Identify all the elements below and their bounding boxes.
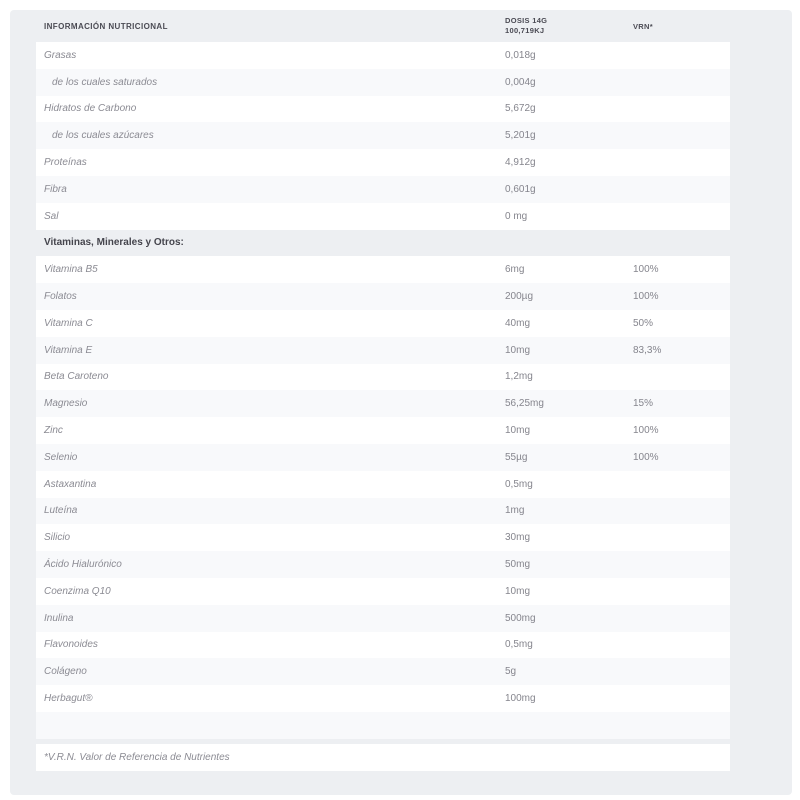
table-row: [36, 176, 730, 203]
nutrient-label: Astaxantina: [44, 478, 97, 490]
nutrient-label: Coenzima Q10: [44, 585, 111, 597]
vrn-value: 15%: [633, 398, 654, 410]
dose-value: 5g: [505, 666, 517, 678]
dose-value: 0,004g: [505, 76, 536, 88]
vrn-value: 100%: [633, 425, 659, 437]
nutrient-label: Vitamina E: [44, 344, 93, 356]
table-header: [36, 10, 730, 42]
dose-value: 0,5mg: [505, 478, 533, 490]
table-row: [36, 390, 730, 417]
dose-value: 55µg: [505, 451, 528, 463]
dose-header: [505, 16, 633, 36]
dose-value: 0 mg: [505, 210, 528, 222]
footer-row: [36, 744, 730, 771]
table-body: [10, 42, 792, 739]
dose-value: 56,25mg: [505, 398, 544, 410]
table-row: [36, 417, 730, 444]
nutrient-label: Magnesio: [44, 398, 88, 410]
table-row: [36, 122, 730, 149]
vrn-value: 50%: [633, 317, 654, 329]
dose-value: 5,201g: [505, 130, 536, 142]
vrn-header: VRN*: [633, 21, 653, 31]
dose-value: 10mg: [505, 585, 531, 597]
vrn-value: 100%: [633, 264, 659, 276]
table-row: [36, 96, 730, 123]
table-row: [36, 685, 730, 712]
dose-value: 10mg: [505, 344, 531, 356]
dose-value: 100mg: [505, 693, 536, 705]
nutrient-label: de los cuales saturados: [52, 76, 158, 88]
section-header-label: Vitaminas, Minerales y Otros:: [44, 237, 184, 249]
table-row: [36, 337, 730, 364]
nutrient-label: Hidratos de Carbono: [44, 103, 137, 115]
table-row: [36, 605, 730, 632]
table-row: [36, 256, 730, 283]
dose-header-line1: DOSIS 14G: [505, 16, 548, 25]
dose-value: 1mg: [505, 505, 525, 517]
table-row: [36, 69, 730, 96]
table-row: [36, 444, 730, 471]
dose-value: 6mg: [505, 264, 525, 276]
dose-header-line2: 100,719KJ: [505, 26, 545, 35]
table-row: [36, 364, 730, 391]
dose-value: 5,672g: [505, 103, 536, 115]
table-row: [36, 310, 730, 337]
table-row: [36, 42, 730, 69]
section-header: [36, 230, 730, 257]
nutrient-label: Silicio: [44, 532, 71, 544]
nutrient-label: Vitamina C: [44, 317, 93, 329]
nutrient-label: Grasas: [44, 49, 77, 61]
table-title: INFORMACIÓN NUTRICIONAL: [44, 21, 168, 31]
dose-value: 1,2mg: [505, 371, 533, 383]
vrn-value: 83,3%: [633, 344, 662, 356]
table-row: [36, 283, 730, 310]
nutrient-label: Vitamina B5: [44, 264, 98, 276]
nutrient-label: Beta Caroteno: [44, 371, 109, 383]
nutrient-label: Herbagut®: [44, 693, 93, 705]
nutrient-label: Luteína: [44, 505, 78, 517]
nutrient-label: Inulina: [44, 612, 74, 624]
nutrient-label: Zinc: [44, 425, 63, 437]
dose-value: 0,018g: [505, 49, 536, 61]
nutrient-label: Fibra: [44, 183, 67, 195]
nutrient-label: Sal: [44, 210, 59, 222]
table-row: [36, 524, 730, 551]
dose-value: 40mg: [505, 317, 531, 329]
table-row: [36, 471, 730, 498]
table-row: [36, 658, 730, 685]
nutrient-label: Selenio: [44, 451, 78, 463]
vrn-footnote: *V.R.N. Valor de Referencia de Nutrientes: [44, 751, 230, 763]
dose-value: 50mg: [505, 559, 531, 571]
dose-value: 500mg: [505, 612, 536, 624]
dose-value: 0,601g: [505, 183, 536, 195]
table-row: [36, 551, 730, 578]
table-row: [36, 632, 730, 659]
nutrient-label: Colágeno: [44, 666, 87, 678]
dose-value: 30mg: [505, 532, 531, 544]
vrn-value: 100%: [633, 451, 659, 463]
table-row: [36, 498, 730, 525]
nutrient-label: Proteínas: [44, 157, 87, 169]
dose-value: 10mg: [505, 425, 531, 437]
spacer-row: [36, 712, 730, 739]
dose-value: 200µg: [505, 291, 534, 303]
table-row: [36, 578, 730, 605]
dose-value: 0,5mg: [505, 639, 533, 651]
dose-value: 4,912g: [505, 157, 536, 169]
nutrient-label: Flavonoides: [44, 639, 98, 651]
vrn-value: 100%: [633, 291, 659, 303]
nutrient-label: de los cuales azúcares: [52, 130, 154, 142]
table-row: [36, 149, 730, 176]
nutrient-label: Folatos: [44, 291, 77, 303]
table-row: [36, 203, 730, 230]
nutrient-label: Ácido Hialurónico: [44, 559, 122, 571]
nutrition-panel: [10, 10, 792, 795]
